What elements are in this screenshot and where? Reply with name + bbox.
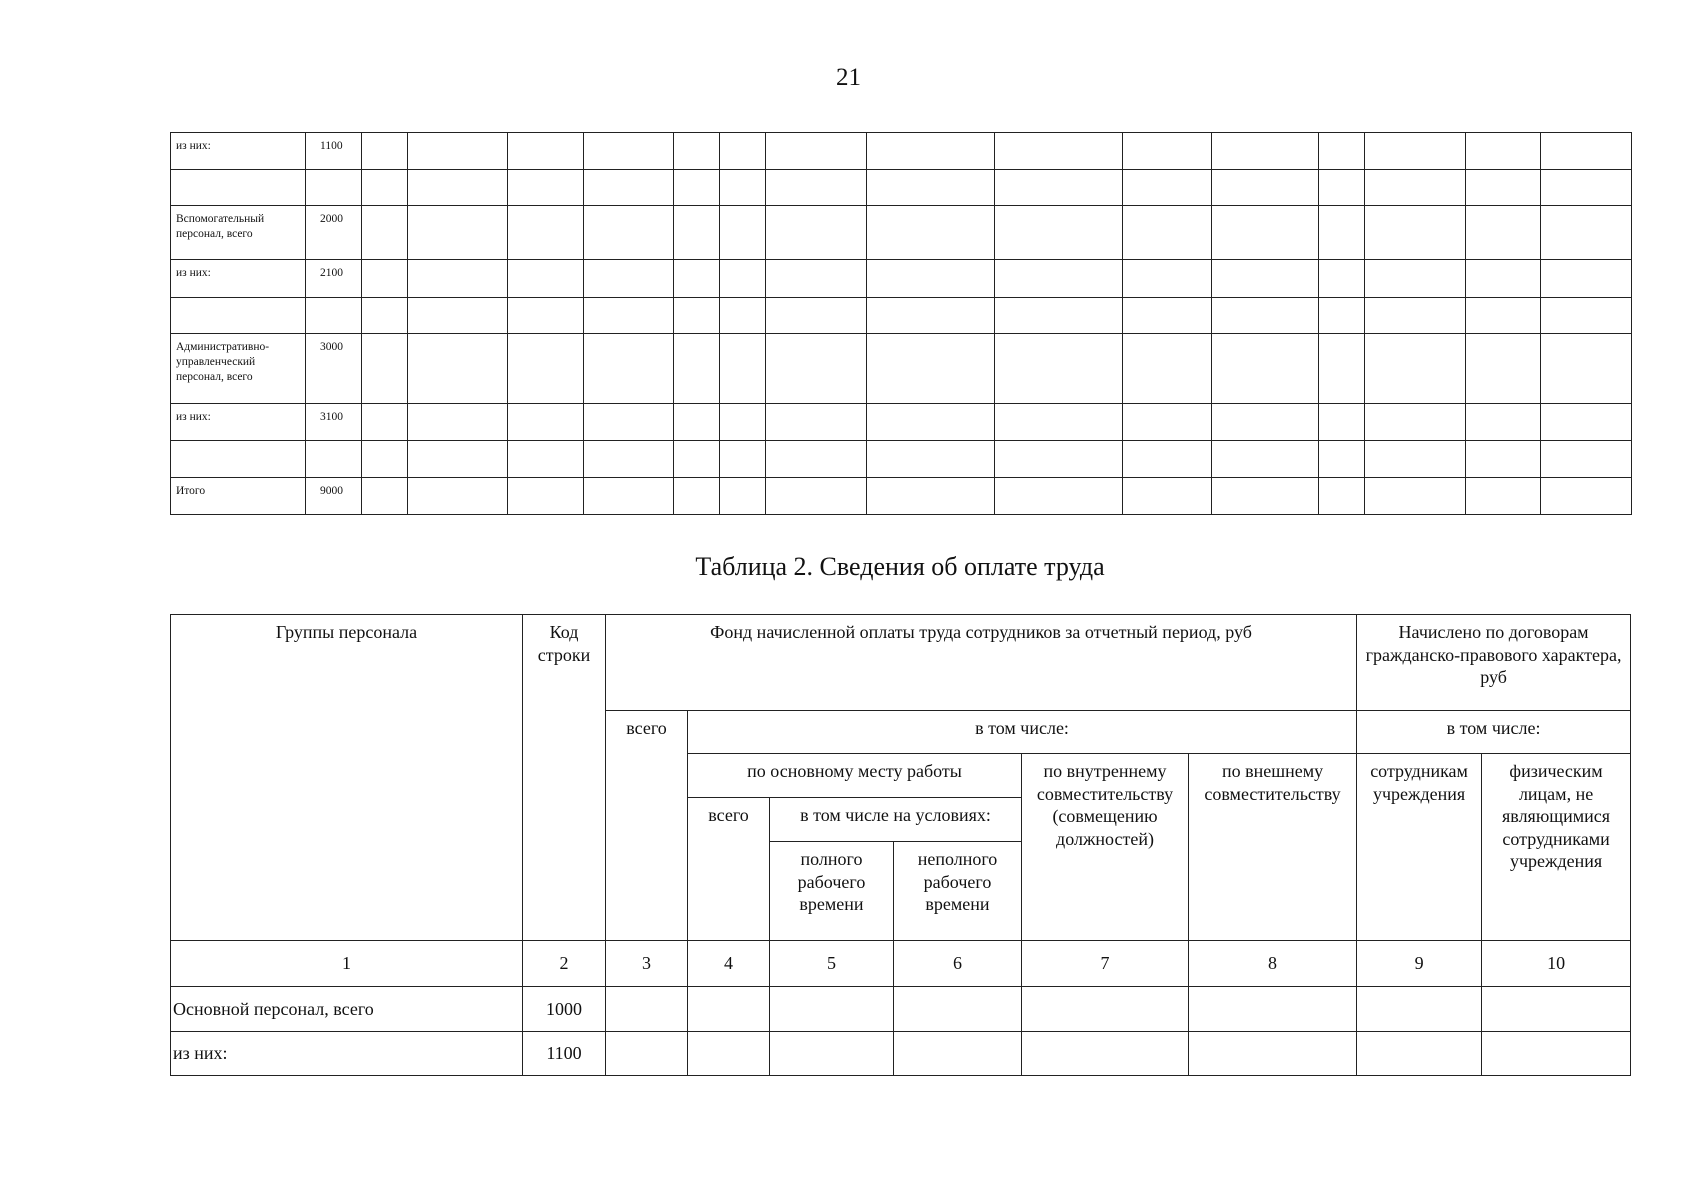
row-label: из них: xyxy=(171,133,306,170)
column-number: 8 xyxy=(1189,941,1357,987)
row-label xyxy=(171,441,306,478)
table2-title: Таблица 2. Сведения об оплате труда xyxy=(695,552,1105,581)
column-number: 3 xyxy=(606,941,688,987)
row-label: Вспомогательный персонал, всего xyxy=(171,206,306,260)
row-code: 1100 xyxy=(523,1032,606,1076)
row-label: Административно-управленческий персонал, всего xyxy=(171,334,306,404)
column-number: 9 xyxy=(1357,941,1482,987)
header-civil-including: в том числе: xyxy=(1357,711,1631,754)
column-number: 4 xyxy=(688,941,770,987)
header-full-time: полного рабочего времени xyxy=(770,842,894,941)
row-code: 3100 xyxy=(306,404,362,441)
row-label: из них: xyxy=(171,260,306,298)
table-row xyxy=(171,1032,1631,1076)
row-code xyxy=(306,170,362,206)
table-row xyxy=(171,334,1632,404)
header-part-time: неполного рабочего времени xyxy=(894,842,1022,941)
row-code: 1100 xyxy=(306,133,362,170)
header-code: Код строки xyxy=(523,615,606,941)
header-main-total: всего xyxy=(688,798,770,941)
header-main-place: по основному месту работы xyxy=(688,754,1022,798)
header-to-individuals: физическим лицам, не являющимися сотрудниками учреждения xyxy=(1482,754,1631,941)
row-code: 9000 xyxy=(306,478,362,515)
row-code: 2100 xyxy=(306,260,362,298)
header-including: в том числе: xyxy=(688,711,1357,754)
column-number: 7 xyxy=(1022,941,1189,987)
row-label: из них: xyxy=(171,404,306,441)
table-row xyxy=(171,478,1632,515)
column-number: 2 xyxy=(523,941,606,987)
payroll-table xyxy=(170,614,1631,1076)
row-label: Итого xyxy=(171,478,306,515)
column-number: 1 xyxy=(171,941,523,987)
header-fund: Фонд начисленной оплаты труда сотрудников за отчетный период, руб xyxy=(606,615,1357,711)
header-groups: Группы персонала xyxy=(171,615,523,941)
row-label: Основной персонал, всего xyxy=(171,987,523,1032)
table-row xyxy=(171,298,1632,334)
row-label xyxy=(171,170,306,206)
header-total: всего xyxy=(606,711,688,941)
header-row xyxy=(171,615,1631,711)
column-number: 10 xyxy=(1482,941,1631,987)
column-number: 6 xyxy=(894,941,1022,987)
page-number: 21 xyxy=(836,64,861,91)
row-code xyxy=(306,298,362,334)
header-civil: Начислено по договорам гражданско-правового характера, руб xyxy=(1357,615,1631,711)
table-row xyxy=(171,170,1632,206)
column-number: 5 xyxy=(770,941,894,987)
row-code: 3000 xyxy=(306,334,362,404)
staff-count-table-continuation xyxy=(170,132,1632,515)
row-label xyxy=(171,298,306,334)
table-row xyxy=(171,987,1631,1032)
header-internal: по внутреннему совместительству (совмещению должностей) xyxy=(1022,754,1189,941)
table-row xyxy=(171,260,1632,298)
header-to-staff: сотрудникам учреждения xyxy=(1357,754,1482,941)
table-row xyxy=(171,206,1632,260)
table-row xyxy=(171,133,1632,170)
row-code: 2000 xyxy=(306,206,362,260)
row-code: 1000 xyxy=(523,987,606,1032)
table-row xyxy=(171,441,1632,478)
row-code xyxy=(306,441,362,478)
header-conditions: в том числе на условиях: xyxy=(770,798,1022,842)
row-label: из них: xyxy=(171,1032,523,1076)
header-external: по внешнему совместительству xyxy=(1189,754,1357,941)
table-row xyxy=(171,404,1632,441)
column-number-row xyxy=(171,941,1631,987)
